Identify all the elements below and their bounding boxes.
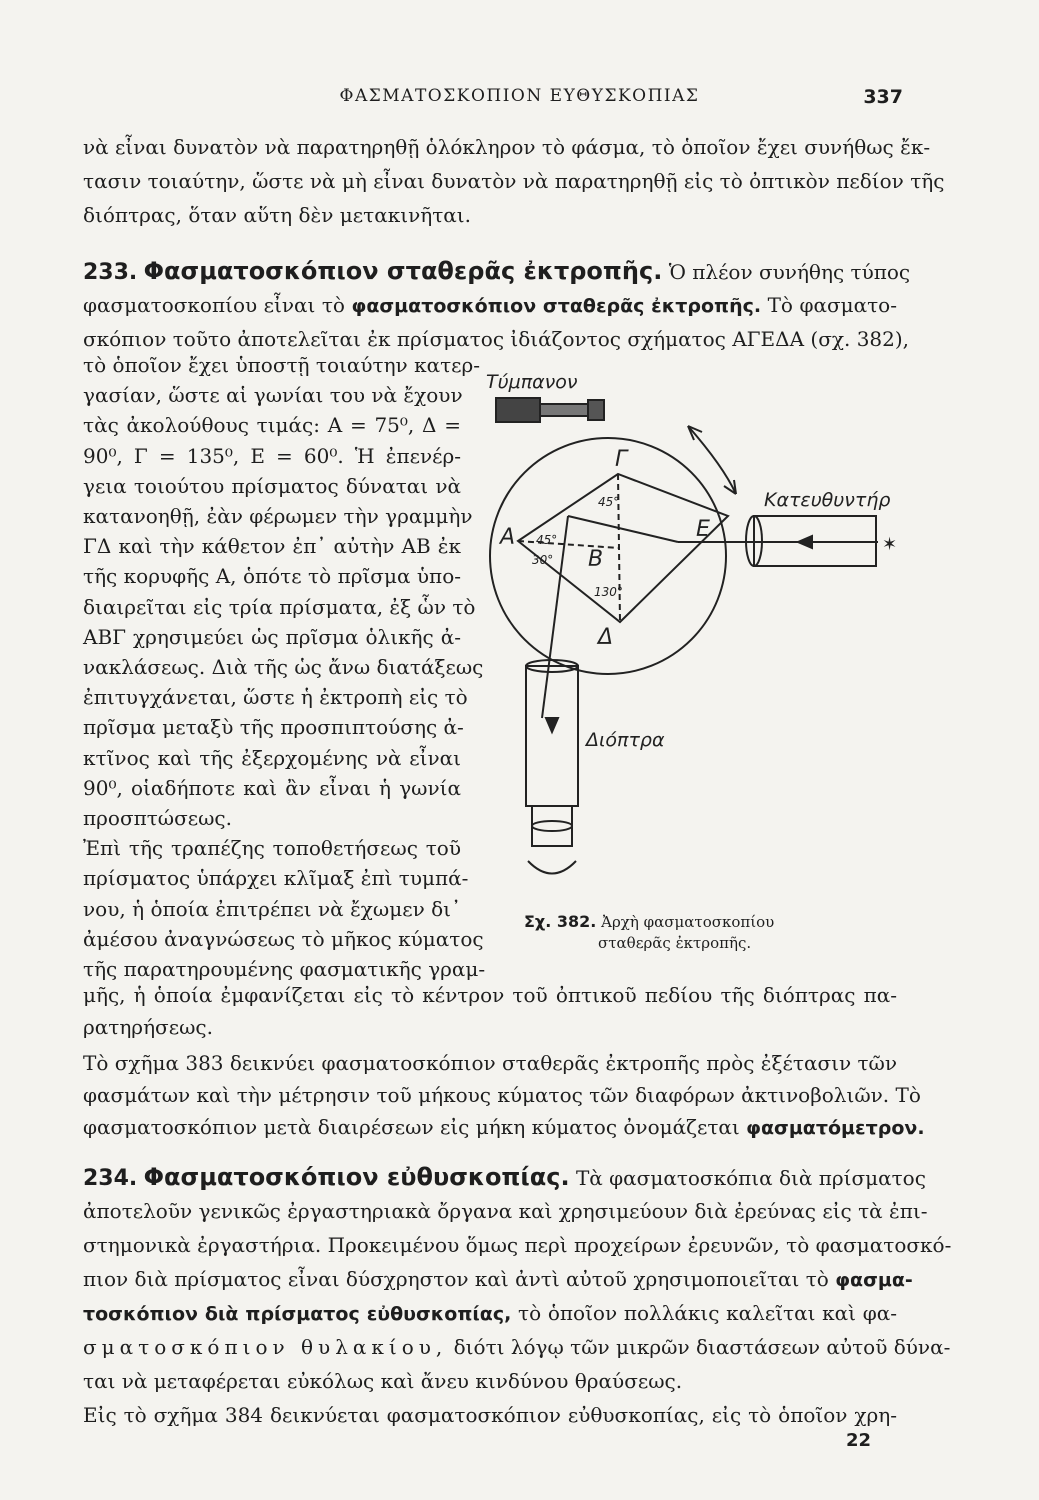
narrow-line: 90⁰, Γ = 135⁰, Ε = 60⁰. Ἡ ἐπενέρ- [83,443,461,468]
bold-term: τοσκόπιον διὰ πρίσματος εὐθυσκοπίας, [83,1303,512,1325]
page-number: 337 [863,86,903,108]
intro-line: νὰ εἶναι δυνατὸν νὰ παρατηρηθῇ ὁλόκληρον τὸ φάσμα, τὸ ὁποῖον ἔχει συνήθως ἔκ- [83,135,931,159]
drum-label: Τύμπανον [486,371,578,393]
narrow-line: διαιρεῖται εἰς τρία πρίσματα, ἐξ ὧν τὸ [83,594,476,619]
prism-outline [518,474,728,622]
text-run: Τὸ σχῆμα 383 δεικνύει φασματοσκόπιον σταθερᾶς ἐκτροπῆς πρὸς ἐξέτασιν τῶν [83,1051,897,1075]
bold-term: φασμα- [835,1269,913,1291]
bold-term: φασματόμετρον. [746,1117,925,1139]
collimator-arrow [798,536,812,548]
rotation-arrow [688,426,736,494]
telescope-eyepiece [532,806,572,846]
narrow-line: τῆς κορυφῆς Α, ὁπότε τὸ πρῖσμα ὑπο- [83,564,461,589]
narrow-line: κτῖνος καὶ τῆς ἐξερχομένης νὰ εἶναι [83,745,461,770]
vertex-beta: Β [588,547,604,572]
narrow-line: τῆς παρατηρουμένης φασματικῆς γραμ- [83,957,486,981]
vertex-epsilon: Ε [696,517,710,542]
narrow-line: γασίαν, ὥστε αἱ γωνίαι του νὰ ἔχουν [83,383,463,408]
header-title: ΦΑΣΜΑΤΟΣΚΟΠΙΟΝ ΕΥΘΥΣΚΟΠΙΑΣ [339,86,700,106]
section-234-line: στημονικὰ ἐργαστήρια. Προκειμένου ὅμως περὶ προχείρων ἐρευνῶν, τὸ φασματοσκό- [83,1233,952,1257]
p383-line [83,1046,897,1080]
p383-line [83,1110,925,1145]
narrow-line: πρῖσμα μεταξὺ τῆς προσπιπτούσης ἀ- [83,715,464,740]
telescope-arrow [546,718,558,732]
figure-caption-line2: σταθερᾶς ἐκτροπῆς. [598,934,752,952]
section-233-line [83,288,897,323]
text-run: πιον διὰ πρίσματος εἶναι δύσχρηστον καὶ ἀντὶ αὐτοῦ χρησιμοποιεῖται τὸ [83,1267,836,1291]
narrow-line: Ἐπὶ τῆς τραπέζης τοποθετήσεως τοῦ [83,836,461,861]
vertex-delta: Δ [598,625,614,650]
narrow-line: ΑΒΓ χρησιμεύει ὡς πρῖσμα ὁλικῆς ἀ- [83,624,461,649]
collimator-label: Κατευθυντήρ [764,489,891,511]
section-title: Φασματοσκόπιον εὐθυσκοπίας. [143,1163,570,1191]
angle-45-alpha: 45° [536,533,558,547]
text-run: φασματοσκοπίου εἶναι τὸ [83,293,352,317]
telescope-tube [526,666,578,806]
drum-screw [496,398,540,422]
figure-caption [524,912,774,931]
narrow-line: 90⁰, οἱαδήποτε καὶ ἂν εἶναι ἡ γωνία [83,775,461,800]
drum-screw-tip [588,400,604,420]
section-number: 233. [83,260,138,285]
line-alpha-beta [518,541,619,548]
angle-45-gamma: 45° [598,495,620,509]
narrow-line: τὸ ὁποῖον ἔχει ὑποστῇ τοιαύτην κατερ- [83,353,481,377]
observer-eye [528,861,576,874]
text-run: διότι λόγῳ τῶν μικρῶν διαστάσεων αὐτοῦ δύνα- [447,1335,951,1359]
section-heading-rest: Τὰ φασματοσκόπια διὰ πρίσματος [569,1166,926,1190]
eyepiece-lens [532,821,572,831]
section-233-heading [83,254,911,290]
telescope-label: Διόπτρα [586,729,665,751]
refracted-ray [568,516,678,542]
section-heading-rest: Ὁ πλέον συνήθης τύπος [662,260,911,284]
intro-line: τασιν τοιαύτην, ὥστε νὰ μὴ εἶναι δυνατὸν νὰ παρατηρηθῇ εἰς τὸ ὀπτικὸν πεδίον τῆς [83,169,945,193]
narrow-line: προσπτώσεως. [83,806,232,830]
section-234-line [83,1262,913,1297]
section-233-line: σκόπιον τοῦτο ἀποτελεῖται ἐκ πρίσματος ἰδιάζοντος σχήματος ΑΓΕΔΑ (σχ. 382), [83,327,910,351]
light-source-star: ✶ [882,534,898,555]
p383-line: φασμάτων καὶ τὴν μέτρησιν τοῦ μήκους κύματος τῶν διαφόρων ἀκτινοβολιῶν. Τὸ [83,1083,921,1107]
wide-line: μῆς, ἡ ὁποία ἐμφανίζεται εἰς τὸ κέντρον τοῦ ὀπτικοῦ πεδίου τῆς διόπτρας πα- [83,983,897,1007]
angle-30: 30° [532,553,554,567]
wide-line: ρατηρήσεως. [83,1015,213,1039]
text-run: Τὸ φασματο- [761,293,897,317]
section-234-heading [83,1160,926,1196]
text-run: τὸ ὁποῖον πολλάκις καλεῖται καὶ φα- [511,1301,897,1325]
section-title: Φασματοσκόπιον σταθερᾶς ἐκτροπῆς. [143,257,663,285]
intro-line: διόπτρας, ὅταν αὕτη δὲν μετακινῆται. [83,203,471,227]
signature-number: 22 [845,1430,871,1451]
drum-screw-shaft [540,404,588,416]
vertex-alpha: Α [500,525,516,550]
section-234-line [83,1330,951,1364]
caption-label: Σχ. 382. [524,912,597,931]
narrow-line: ΓΔ καὶ τὴν κάθετον ἐπ᾽ αὐτὴν ΑΒ ἐκ [83,534,461,559]
rotation-arrowheads [688,426,736,494]
narrow-line: γεια τοιούτου πρίσματος δύναται νὰ [83,473,461,498]
vertex-gamma: Γ [615,447,628,472]
narrow-line: νου, ἡ ὁποία ἐπιτρέπει νὰ ἔχωμεν δι᾽ [83,896,461,921]
section-234-line: ται νὰ μεταφέρεται εὐκόλως καὶ ἄνευ κινδύνου θραύσεως. [83,1369,683,1393]
caption-text: Ἀρχὴ φασματοσκοπίου [601,913,775,931]
section-number: 234. [83,1166,138,1191]
narrow-line: νακλάσεως. Διὰ τῆς ὡς ἄνω διατάξεως [83,655,484,679]
section-234-line: Εἰς τὸ σχῆμα 384 δεικνύεται φασματοσκόπιον εὐθυσκοπίας, εἰς τὸ ὁποῖον χρη- [83,1403,897,1427]
text-run: φασματοσκόπιον μετὰ διαιρέσεων εἰς μήκη κύματος ὀνομάζεται [83,1115,747,1139]
figure-382 [468,366,918,896]
narrow-line: ἀμέσου ἀναγνώσεως τὸ μῆκος κύματος [83,926,484,951]
narrow-line: κατανοηθῇ, ἐὰν φέρωμεν τὴν γραμμὴν [83,504,473,528]
spaced-term: σματοσκόπιον θυλακίου, [83,1335,448,1359]
narrow-line: ἐπιτυγχάνεται, ὥστε ἡ ἐκτροπὴ εἰς τὸ [83,685,468,710]
narrow-line: τὰς ἀκολούθους τιμάς: Α = 75⁰, Δ = [83,413,461,438]
section-234-line: ἀποτελοῦν γενικῶς ἐργαστηριακὰ ὄργανα καὶ χρησιμεύουν διὰ ἐρεύνας εἰς τὰ ἐπι- [83,1199,928,1223]
narrow-line: πρίσματος ὑπάρχει κλῖμαξ ἐπὶ τυμπά- [83,866,469,891]
bold-term: φασματοσκόπιον σταθερᾶς ἐκτροπῆς. [351,295,762,317]
section-234-line [83,1296,897,1331]
angle-130: 130° [594,585,623,599]
